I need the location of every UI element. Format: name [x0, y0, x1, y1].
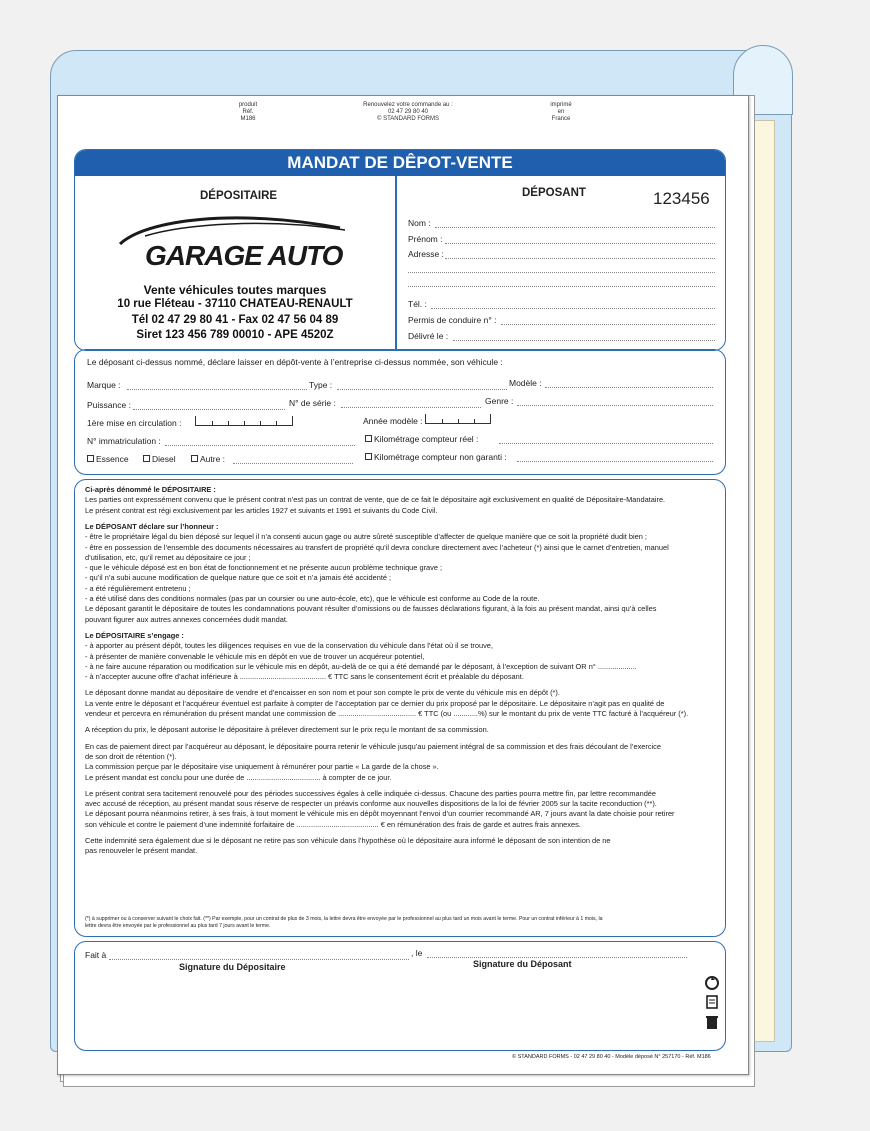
- contract-line: La vente entre le déposant et l’acquéreur éventuel est parfaite à compter de l’acceptation par ce dernier du prix proposé par le dépositaire. Le dépositaire n’agit pas en qualité de: [85, 698, 665, 708]
- contract-line: - qu’il n’a subi aucune modification de quelque nature que ce soit et n’a jamais été accidenté ;: [85, 573, 392, 583]
- info-line: Renouvelez votre commande au :: [363, 102, 453, 108]
- contract-terms-box: [74, 479, 726, 937]
- autre-checkbox[interactable]: [191, 454, 225, 464]
- tel-field[interactable]: [431, 308, 715, 309]
- contract-line: - à apporter au présent dépôt, toutes les diligences requises en vue de la conservation du véhicule dans l’état où il se trouve,: [85, 641, 493, 651]
- info-line: © STANDARD FORMS: [377, 116, 439, 122]
- contract-line: vendeur et percevra en rémunération du présent mandat une commission de ...................................... € TTC (ou ............%) sur le montant du prix de vente TTC facturé à l’acquéreur (*).: [85, 709, 689, 718]
- signature-deposant-area[interactable]: [405, 978, 685, 1042]
- marque-field[interactable]: [127, 389, 307, 390]
- date-field[interactable]: [427, 957, 687, 958]
- km-reel-field[interactable]: [499, 443, 713, 444]
- km-non-garanti-field[interactable]: [517, 461, 713, 462]
- circulation-date-boxes[interactable]: [195, 416, 293, 426]
- footnote: lettre devra être envoyée par le professionnel au plus tard 7 jours avant le terme.: [85, 923, 271, 929]
- section-heading: Le DÉPOSANT déclare sur l’honneur :: [85, 521, 219, 531]
- km-reel-checkbox[interactable]: [365, 434, 478, 444]
- delivre-label: Délivré le :: [408, 331, 449, 341]
- checkbox[interactable]: [365, 435, 372, 442]
- contract-line: En cas de paiement direct par l’acquéreur au déposant, le dépositaire pourra retenir le véhicule jusqu’au paiement intégral de sa commission et des frais découlant de l’exercice: [85, 741, 661, 751]
- essence-checkbox[interactable]: [87, 454, 129, 464]
- vehicle-box: [74, 349, 726, 475]
- km-non-garanti-checkbox[interactable]: [365, 452, 507, 462]
- contract-line: Le déposant garantit le dépositaire de toutes les condamnations pouvant résulter d’omissions ou de fausses déclarations figurant, à la fois au présent mandat, ainsi qu’à celles: [85, 604, 657, 614]
- puissance-field[interactable]: [133, 409, 285, 410]
- contract-line: - être le propriétaire légal du bien déposé sur lequel il n’a consenti aucun gage ou autre sûreté susceptible d’affecter de quelque manière que ce soit la propriété dudit bien ;: [85, 532, 647, 542]
- garage-logo-text: GARAGE AUTO: [145, 240, 343, 271]
- serie-field[interactable]: [341, 407, 481, 408]
- contract-line: - a été régulièrement entretenu ;: [85, 583, 191, 593]
- recycle-icon: [704, 975, 720, 991]
- company-phone: Tél 02 47 29 80 41 - Fax 02 47 56 04 89: [131, 314, 339, 326]
- puissance-label: Puissance :: [87, 400, 131, 410]
- reorder-info: [348, 102, 468, 123]
- printed-in: [536, 102, 586, 123]
- info-line: France: [551, 116, 571, 122]
- form-page: [57, 95, 749, 1075]
- section-heading: Ci-après dénommé le DÉPOSITAIRE :: [85, 485, 216, 494]
- contract-line: - à présenter de manière convenable le véhicule mis en dépôt en vue de trouver un acquéreur potentiel,: [85, 651, 425, 661]
- header-box: [74, 149, 726, 351]
- km-reel-label: Kilométrage compteur réel :: [374, 434, 479, 444]
- company-siret: Siret 123 456 789 00010 - APE 4520Z: [136, 329, 334, 341]
- contract-line: d’utilisation, etc, qu’il remet au dépositaire ce jour ;: [85, 552, 251, 562]
- nom-field[interactable]: [435, 227, 715, 228]
- serie-label: N° de série :: [289, 398, 336, 408]
- contract-line: A réception du prix, le déposant autorise le dépositaire à prélever directement sur le prix reçu le montant de sa commission.: [85, 725, 489, 735]
- contract-line: Le déposant pourra néanmoins retirer, à ses frais, à tout moment le véhicule mis en dépôt moyennant l’envoi d’un courrier recommandé AR, 7 jours avant la date choisie pour retirer: [85, 809, 675, 819]
- signature-depositaire-area[interactable]: [95, 978, 375, 1042]
- diesel-label: Diesel: [152, 454, 176, 464]
- signature-deposant-label: Signature du Déposant: [473, 959, 572, 969]
- checkbox[interactable]: [87, 455, 94, 462]
- contract-line: pas renouveler le présent mandat.: [85, 846, 198, 856]
- form-title: MANDAT DE DÊPOT-VENTE: [75, 150, 725, 176]
- contract-line: Le présent contrat est régi exclusivement par les articles 1927 et suivants et 1991 et suivants du Code Civil.: [85, 505, 438, 515]
- footer-copyright: © STANDARD FORMS - 02 47 29 80 40 - Modèle déposé N° 257170 - Réf. M186: [512, 1054, 711, 1060]
- contract-line: - à n’accepter aucune offre d’achat inférieure à .......................................... € TTC sans le consentement écrit et préalable du déposant.: [85, 672, 524, 682]
- contract-line: pouvant figurer aux autres annexes concernées dudit mandat.: [85, 614, 288, 624]
- checkbox[interactable]: [365, 453, 372, 460]
- marque-label: Marque :: [87, 380, 121, 390]
- type-label: Type :: [309, 380, 333, 390]
- trash-bin-icon: [704, 1014, 720, 1030]
- adresse-field-line3[interactable]: [408, 286, 715, 287]
- info-line: Réf.: [242, 109, 254, 115]
- paper-icon: [704, 994, 720, 1010]
- diesel-checkbox[interactable]: [143, 454, 176, 464]
- divider: [395, 176, 397, 350]
- permis-label: Permis de conduire n° :: [408, 315, 497, 325]
- info-line: en: [557, 109, 565, 115]
- company-address: 10 rue Fléteau - 37110 CHATEAU-RENAULT: [117, 298, 353, 310]
- nom-label: Nom :: [408, 218, 431, 228]
- signature-depositaire-label: Signature du Dépositaire: [179, 962, 286, 972]
- contract-line: Le déposant donne mandat au dépositaire de vendre et d’encaisser en son nom et pour son compte le prix de vente du véhicule mis en dépôt (*).: [85, 688, 560, 698]
- deposant-header: DÉPOSANT: [522, 187, 586, 199]
- prenom-label: Prénom :: [408, 234, 443, 244]
- contract-line: son véhicule et contre le paiement d’une indemnité forfaitaire de ........................................ € en rémunération des frais de garde et autres frais annexes.: [85, 819, 581, 829]
- company-tagline: Vente véhicules toutes marques: [143, 283, 327, 297]
- fait-a-field[interactable]: [109, 959, 409, 960]
- contract-line: - que le véhicule déposé est en bon état de fonctionnement et ne présente aucun problème technique grave ;: [85, 563, 443, 573]
- immat-field[interactable]: [165, 445, 355, 446]
- checkbox[interactable]: [191, 455, 198, 462]
- type-field[interactable]: [337, 389, 507, 390]
- depositaire-header: DÉPOSITAIRE: [200, 190, 278, 202]
- contract-line: Cette indemnité sera également due si le déposant ne retire pas son véhicule dans l’hypothèse où le dépositaire aura informé le déposant de son intention de ne: [85, 836, 611, 845]
- contract-line: Le présent contrat sera tacitement renouvelé pour des périodes successives égales à celle indiquée ci-dessus. Chacune des parties pourra mettre fin, par lettre recommandée: [85, 788, 657, 798]
- prenom-field[interactable]: [445, 243, 715, 244]
- annee-label: Année modèle :: [363, 416, 423, 426]
- circulation-label: 1ère mise en circulation :: [87, 418, 182, 428]
- contract-line: - a été utilisé dans des conditions normales (pas par un coursier ou une auto-école, etc), que le véhicule est conforme au Code de la route.: [85, 594, 540, 603]
- checkbox[interactable]: [143, 455, 150, 462]
- modele-field[interactable]: [545, 387, 713, 388]
- contract-line: - être en possession de l’ensemble des documents nécessaires au transfert de propriété qu’il devra conclure directement avec l’acheteur (*) ainsi que le carnet d’entretien, manuel: [85, 542, 669, 552]
- genre-field[interactable]: [517, 405, 713, 406]
- footnote: (*) à supprimer ou à conserver suivant le choix fait. (**) Par exemple, pour un contrat de plus de 3 mois, la lettre devra être envoyée par le professionnel au plus tard un mois avant le terme. Pour un contrat inférieur à 1 mois, la: [85, 916, 603, 922]
- adresse-field[interactable]: [445, 258, 715, 259]
- adresse-label: Adresse :: [408, 249, 444, 259]
- permis-field[interactable]: [501, 324, 715, 325]
- section-heading: Le DÉPOSITAIRE s’engage :: [85, 630, 184, 640]
- info-line: 02 47 29 80 40: [387, 109, 429, 115]
- info-line: produit: [238, 102, 258, 108]
- contract-line: avec accusé de réception, au présent mandat sous réserve de respecter un préavis conforme aux nouvelles dispositions de la loi de février 2005 sur la tacite reconduction (**).: [85, 799, 657, 809]
- info-line: M186: [240, 116, 256, 122]
- date-label: , le: [411, 948, 423, 958]
- fait-a-label: Fait à: [85, 950, 107, 960]
- autre-field[interactable]: [233, 463, 353, 464]
- contract-line: - à ne faire aucune réparation ou modification sur le véhicule mis en dépôt, au-delà de ce qui a été demandé par le déposant, à l’exception de suivant OR n° ...................: [85, 661, 637, 671]
- product-ref: [218, 102, 278, 123]
- vehicle-intro: Le déposant ci-dessus nommé, déclare laisser en dépôt-vente à l’entreprise ci-dessus nommée, son véhicule :: [87, 357, 503, 367]
- contract-line: La commission perçue par le dépositaire vise uniquement à rémunérer pour partie « La garde de la chose ».: [85, 762, 439, 772]
- annee-boxes[interactable]: [425, 414, 491, 424]
- delivre-field[interactable]: [453, 340, 715, 341]
- contract-line: Les parties ont expressément convenu que le présent contrat n’est pas un contrat de vente, que de ce fait le dépositaire agit exclusivement en qualité de Dépositaire-Mandataire.: [85, 495, 666, 505]
- genre-label: Genre :: [485, 396, 514, 406]
- essence-label: Essence: [96, 454, 129, 464]
- autre-label: Autre :: [200, 454, 226, 464]
- adresse-field-line2[interactable]: [408, 272, 715, 273]
- contract-line: de son droit de rétention (*).: [85, 751, 177, 761]
- immat-label: N° immatriculation :: [87, 436, 161, 446]
- signature-box: [74, 941, 726, 1051]
- info-line: imprimé: [550, 102, 572, 108]
- km-non-garanti-label: Kilométrage compteur non garanti :: [374, 452, 507, 462]
- contract-line: Le présent mandat est conclu pour une durée de .................................... à compter de ce jour.: [85, 772, 392, 782]
- form-number: 123456: [653, 189, 710, 208]
- modele-label: Modèle :: [509, 378, 542, 388]
- tel-label: Tél. :: [408, 299, 427, 309]
